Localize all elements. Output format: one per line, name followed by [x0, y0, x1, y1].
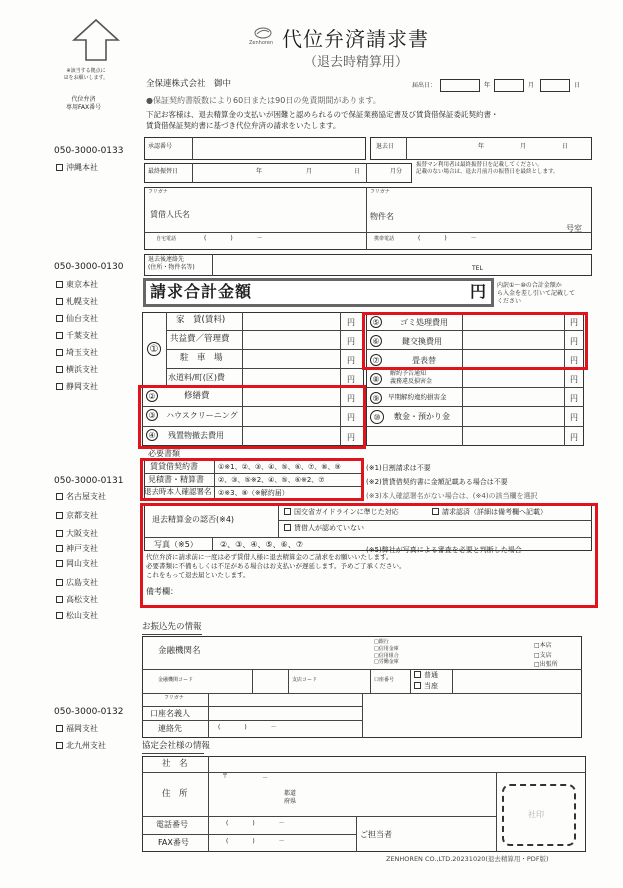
company-address-input[interactable]	[212, 774, 494, 814]
item-number-badge: ⑩	[370, 410, 384, 424]
item-key-label: 鍵交換費用	[402, 337, 442, 346]
branch-type-options[interactable]: □本店 □支店 □出張所	[534, 642, 558, 669]
date-year-field[interactable]	[440, 79, 480, 92]
approval-no-input[interactable]	[194, 139, 364, 158]
branch-hiroshima[interactable]	[56, 578, 98, 587]
month-unit: 月	[306, 168, 313, 175]
branch-checkbox[interactable]	[56, 383, 63, 390]
company-heading: 協定会社様の情報	[142, 741, 211, 751]
branch-kobe[interactable]	[56, 544, 98, 553]
photo-value: ②、③、④、⑤、⑥、⑦	[220, 540, 304, 549]
account-no-input[interactable]	[454, 671, 580, 691]
month-part-unit: 月分	[390, 168, 403, 175]
yen-unit: 円	[570, 318, 578, 327]
branch-checkbox[interactable]	[56, 596, 63, 603]
page-title: 代位弁済請求書	[282, 27, 429, 51]
branch-label: 東京本社	[66, 280, 98, 289]
yen-unit: 円	[570, 394, 578, 403]
item-early-cancel-label: 早期解約違約損害金	[388, 393, 447, 401]
branch-checkbox[interactable]	[56, 366, 63, 373]
branch-okayama[interactable]	[56, 559, 98, 568]
notice-text: ●保証契約書版数により60日または90日の免責期間があります。	[146, 96, 381, 105]
item-garbage-label: ゴミ処理費用	[400, 318, 448, 327]
company-address-label: 住 所	[162, 789, 188, 799]
bank-name-input[interactable]	[212, 640, 372, 666]
phone-tokyo: 050-3000-0130	[54, 262, 124, 272]
prefecture-label: 都道 府県	[284, 790, 297, 805]
bank-code-label: 金融機関コード	[158, 677, 194, 683]
bank-name-label: 金融機関名	[158, 646, 201, 656]
day-unit: 日	[354, 168, 361, 175]
item-common-fee-label: 共益費／管理費	[170, 334, 230, 344]
item-number-badge: ⑤	[370, 316, 382, 328]
claim-total-yen: 円	[470, 282, 487, 301]
yen-unit: 円	[347, 356, 355, 365]
item-parking-input[interactable]	[244, 351, 338, 366]
branch-label: 千葉支社	[66, 331, 98, 340]
last-transfer-label: 最終振替日	[148, 168, 179, 175]
phone-nagoya: 050-3000-0131	[54, 476, 124, 486]
last-transfer-input[interactable]	[196, 165, 364, 181]
property-name-label: 物件名	[370, 212, 394, 221]
branch-matsuyama[interactable]	[56, 611, 98, 620]
item-parking-label: 駐 車 場	[180, 353, 223, 363]
branch-kitakyushu[interactable]	[56, 741, 106, 750]
branch-label: 北九州支社	[66, 741, 106, 750]
date-year-unit: 年	[484, 82, 491, 89]
branch-checkbox[interactable]	[56, 315, 63, 322]
company-phone-input[interactable]	[212, 818, 354, 832]
mobile-tel-label: 携帯電話	[374, 236, 395, 242]
home-tel-paren: ( ) －	[204, 235, 263, 242]
branch-okinawa[interactable]	[56, 163, 98, 172]
person-in-charge-label: ご担当者	[360, 830, 392, 839]
page-subtitle: （退去時精算用）	[304, 55, 409, 70]
holder-input[interactable]	[212, 708, 360, 719]
bank-type-options[interactable]: □銀行 □信用金庫 □信用組合 □労働金庫	[374, 639, 399, 666]
yen-unit: 円	[347, 413, 355, 422]
ordinary-option[interactable]	[414, 671, 438, 679]
doc-value: ②、③、⑤※2、④、⑤、⑥※2、⑦	[218, 476, 325, 484]
postal-dash: －	[262, 775, 269, 782]
yen-unit: 円	[570, 356, 578, 365]
doc-label: 退去時本人確認署名	[144, 487, 212, 496]
highlight-items-2-4	[138, 385, 366, 449]
company-name-input[interactable]	[212, 758, 582, 770]
remarks-label: 備考欄：	[146, 587, 178, 596]
date-day-unit: 日	[574, 82, 581, 89]
company-fax-input[interactable]	[212, 836, 354, 850]
home-tel-label: 自宅電話	[156, 236, 177, 242]
branch-label: 広島支社	[66, 578, 98, 587]
yen-unit: 円	[347, 318, 355, 327]
branch-checkbox[interactable]	[56, 560, 63, 567]
option-label: 賃借人が認めていない	[294, 524, 364, 532]
branch-nagoya[interactable]	[56, 492, 106, 501]
bank-contact-label: 連絡先	[158, 724, 182, 733]
approval-no-label: 承認番号	[148, 143, 173, 150]
footer-text: ZENHOREN CO.,LTD.20231020(退去精算用・PDF版)	[386, 855, 549, 863]
photo-note: (※5)弊社が写真による審査を必要と判断した場合	[366, 546, 522, 554]
branch-code-label: 支店コード	[292, 677, 318, 683]
item-deposit-label: 敷金・預かり金	[394, 412, 450, 421]
branch-kyoto[interactable]	[56, 511, 98, 520]
date-month-field[interactable]	[494, 79, 524, 92]
tenant-name-input[interactable]	[200, 196, 364, 230]
doc-note: (※3)本人確認署名がない場合は、(※4)の該当欄を選択	[366, 492, 538, 500]
mobile-tel-paren: ( ) －	[418, 235, 477, 242]
item-notice-penalty-label: 解約予告通知 義務違反損害金	[390, 370, 433, 385]
addressee: 全保連株式会社 御中	[146, 79, 232, 89]
branch-label: 大阪支社	[66, 529, 98, 538]
move-out-date-input[interactable]	[410, 139, 588, 158]
claim-total-label: 請求合計金額	[150, 282, 253, 301]
room-unit: 号室	[566, 224, 582, 233]
item-number-badge: ⑧	[370, 373, 382, 385]
furigana-label: フリガナ	[148, 189, 168, 195]
item-notice-penalty-input[interactable]	[464, 370, 562, 385]
furigana-label: フリガナ	[164, 695, 184, 701]
item-tatami-label: 畳表替	[412, 356, 436, 365]
photo-label: 写真（※5）	[154, 540, 198, 549]
current-option[interactable]	[414, 682, 438, 690]
account-no-label: 口座番号	[374, 677, 395, 683]
item-number-badge: ③	[146, 409, 158, 421]
transfer-note: 振替マン利用者は最終振替日を記載してください。 記載のない場合は、退去月前月の振替日を最終とします。	[416, 162, 559, 176]
item-removal-label: 残置物撤去費用	[168, 431, 224, 440]
claim-total-note: 内訳①～⑩の合計金額か ら入金を差し引いて記載して ください	[497, 282, 576, 306]
date-label: 届出日：	[412, 82, 437, 89]
yen-unit: 円	[570, 337, 578, 346]
branch-label: 札幌支社	[66, 297, 98, 306]
branch-saitama[interactable]	[56, 348, 98, 357]
yen-unit: 円	[570, 433, 578, 442]
branch-label: 京都支社	[66, 511, 98, 520]
branch-checkbox[interactable]	[56, 349, 63, 356]
ordinary-checkbox[interactable]	[414, 671, 421, 678]
branch-label: 沖縄本社	[66, 163, 98, 172]
branch-label: 岡山支社	[66, 559, 98, 568]
doc-label: 見積書・精算書	[148, 475, 204, 484]
branch-label: 埼玉支社	[66, 348, 98, 357]
phone-okinawa: 050-3000-0133	[54, 146, 124, 156]
move-out-label: 退去日	[376, 143, 395, 150]
furigana-label: フリガナ	[370, 189, 390, 195]
highlight-approval	[140, 503, 598, 608]
documents-heading: 必要書類	[148, 449, 180, 458]
branch-label: 神戸支社	[66, 544, 98, 553]
item-cleaning-label: ハウスクリーニング	[166, 411, 238, 420]
current-label: 当座	[424, 682, 438, 690]
item-water-label: 水道料/町(区)費	[168, 373, 225, 382]
tenant-name-label: 賃借人氏名	[150, 210, 190, 219]
fax-title: 代位弁済 専用FAX番号	[66, 96, 102, 112]
item-9-row	[370, 392, 382, 404]
contact-label: 退去後連絡先 (住所・物件名等)	[148, 256, 195, 272]
branch-checkbox[interactable]	[56, 612, 63, 619]
branch-label: 福岡支社	[66, 724, 98, 733]
branch-checkbox[interactable]	[56, 545, 63, 552]
branch-checkbox[interactable]	[56, 281, 63, 288]
item-early-cancel-input[interactable]	[464, 389, 562, 404]
tel-label: TEL	[472, 265, 483, 272]
mobile-tel-input[interactable]	[414, 234, 588, 248]
claim-total-input[interactable]	[270, 282, 466, 304]
yen-unit: 円	[347, 433, 355, 442]
month-unit: 月	[520, 143, 527, 150]
yen-unit: 円	[570, 375, 578, 384]
bank-contact-paren: ( ) －	[218, 724, 277, 731]
branch-fukuoka[interactable]	[56, 724, 98, 733]
option-label: 国交省ガイドラインに準じた対応	[294, 508, 399, 516]
contact-input[interactable]	[216, 256, 588, 274]
arrow-note: ※該当する拠点に ☑をお願いします。	[64, 68, 109, 81]
arrow-up-icon	[70, 18, 122, 62]
logo-caption: Zenhoren	[249, 40, 274, 46]
item-number-badge: ⑥	[370, 335, 382, 347]
year-unit: 年	[256, 168, 263, 175]
phone-fukuoka: 050-3000-0132	[54, 707, 124, 717]
branch-checkbox[interactable]	[56, 493, 63, 500]
year-unit: 年	[478, 143, 485, 150]
holder-label: 口座名義人	[150, 709, 190, 718]
day-unit: 日	[562, 143, 569, 150]
bank-contact-input[interactable]	[212, 722, 360, 736]
person-in-charge-input[interactable]	[400, 820, 494, 850]
company-fax-label: FAX番号	[158, 838, 189, 847]
item-water-input[interactable]	[244, 370, 338, 385]
option-label: 請求認済（詳細は備考欄へ記載）	[442, 508, 547, 516]
branch-checkbox[interactable]	[56, 725, 63, 732]
branch-osaka[interactable]	[56, 529, 98, 538]
bank-heading: お振込先の情報	[142, 622, 202, 632]
company-phone-paren: ( ) －	[226, 820, 285, 827]
company-logo-icon	[252, 26, 274, 40]
branch-sendai[interactable]	[56, 314, 98, 323]
branch-checkbox[interactable]	[56, 164, 63, 171]
yen-unit: 円	[570, 413, 578, 422]
item-extra-input[interactable]	[464, 428, 562, 444]
branch-label: 横浜支社	[66, 365, 98, 374]
item-number-badge: ⑨	[370, 392, 382, 404]
item-1-number	[147, 342, 161, 356]
branch-sapporo[interactable]	[56, 297, 98, 306]
company-name-label: 社 名	[162, 759, 188, 769]
caution-text: 代位弁済に請求前に一度は必ず賃借人様に退去精算金のご請求をお願いいたします。 必要書類に不備もしくは不足がある場合はお支払いが遅延します。予めご了承ください。 これをもって退去届といたします。	[146, 553, 406, 579]
item-number-badge: ②	[146, 390, 158, 402]
branch-checkbox[interactable]	[56, 530, 63, 537]
doc-value: ②※3、⑧（※解約届）	[218, 489, 289, 497]
approval-label: 退去精算金の認否(※4)	[152, 515, 235, 524]
doc-note: (※2)賃貸借契約書に金額記載ある場合は不要	[366, 478, 508, 486]
doc-label: 賃貸借契約書	[150, 462, 198, 471]
company-fax-paren: ( ) －	[226, 838, 285, 845]
item-8-row	[370, 373, 382, 385]
company-seal-label: 社印	[528, 810, 544, 819]
branch-label: 仙台支社	[66, 314, 98, 323]
home-tel-input[interactable]	[200, 234, 364, 248]
doc-note: (※1)日割請求は不要	[366, 464, 431, 472]
company-phone-label: 電話番号	[156, 820, 188, 829]
item-deposit-input[interactable]	[464, 408, 562, 424]
branch-checkbox[interactable]	[56, 579, 63, 586]
item-number-badge: ①	[147, 342, 161, 356]
branch-checkbox[interactable]	[56, 332, 63, 339]
highlight-items-5-7	[362, 312, 588, 370]
yen-unit: 円	[347, 337, 355, 346]
branch-label: 名古屋支社	[66, 492, 106, 501]
item-number-badge: ⑦	[370, 354, 382, 366]
item-rent-input[interactable]	[244, 314, 338, 329]
date-month-unit: 月	[528, 82, 535, 89]
item-number-badge: ④	[146, 429, 158, 441]
property-name-input[interactable]	[400, 196, 560, 230]
current-checkbox[interactable]	[414, 682, 421, 689]
item-10-row	[370, 410, 384, 424]
branch-shizuoka[interactable]	[56, 382, 98, 391]
branch-takamatsu[interactable]	[56, 595, 98, 604]
ordinary-label: 普通	[424, 671, 438, 679]
branch-checkbox[interactable]	[56, 742, 63, 749]
postal-mark: 〒	[222, 773, 229, 780]
date-day-field[interactable]	[540, 79, 570, 92]
branch-checkbox[interactable]	[56, 512, 63, 519]
branch-checkbox[interactable]	[56, 298, 63, 305]
branch-chiba[interactable]	[56, 331, 98, 340]
intro-body: 下記お客様は、退去精算金の支払いが困難と認められるので保証業務協定書及び賃貸借保証委託契約書・ 賃貸借保証契約書に基づき代位弁済の請求をいたします。	[146, 110, 499, 130]
branch-label: 静岡支社	[66, 382, 98, 391]
branch-label: 高松支社	[66, 595, 98, 604]
branch-tokyo[interactable]	[56, 280, 98, 289]
doc-value: ①※1、②、③、④、⑤、⑥、⑦、⑧、⑨	[218, 463, 341, 471]
highlight-documents	[140, 458, 364, 501]
yen-unit: 円	[347, 394, 355, 403]
yen-unit: 円	[347, 375, 355, 384]
branch-yokohama[interactable]	[56, 365, 98, 374]
item-repair-label: 修繕費	[184, 391, 210, 401]
item-rent-label: 家 賃(賃料)	[176, 315, 226, 325]
branch-label: 松山支社	[66, 611, 98, 620]
item-common-fee-input[interactable]	[244, 332, 338, 347]
